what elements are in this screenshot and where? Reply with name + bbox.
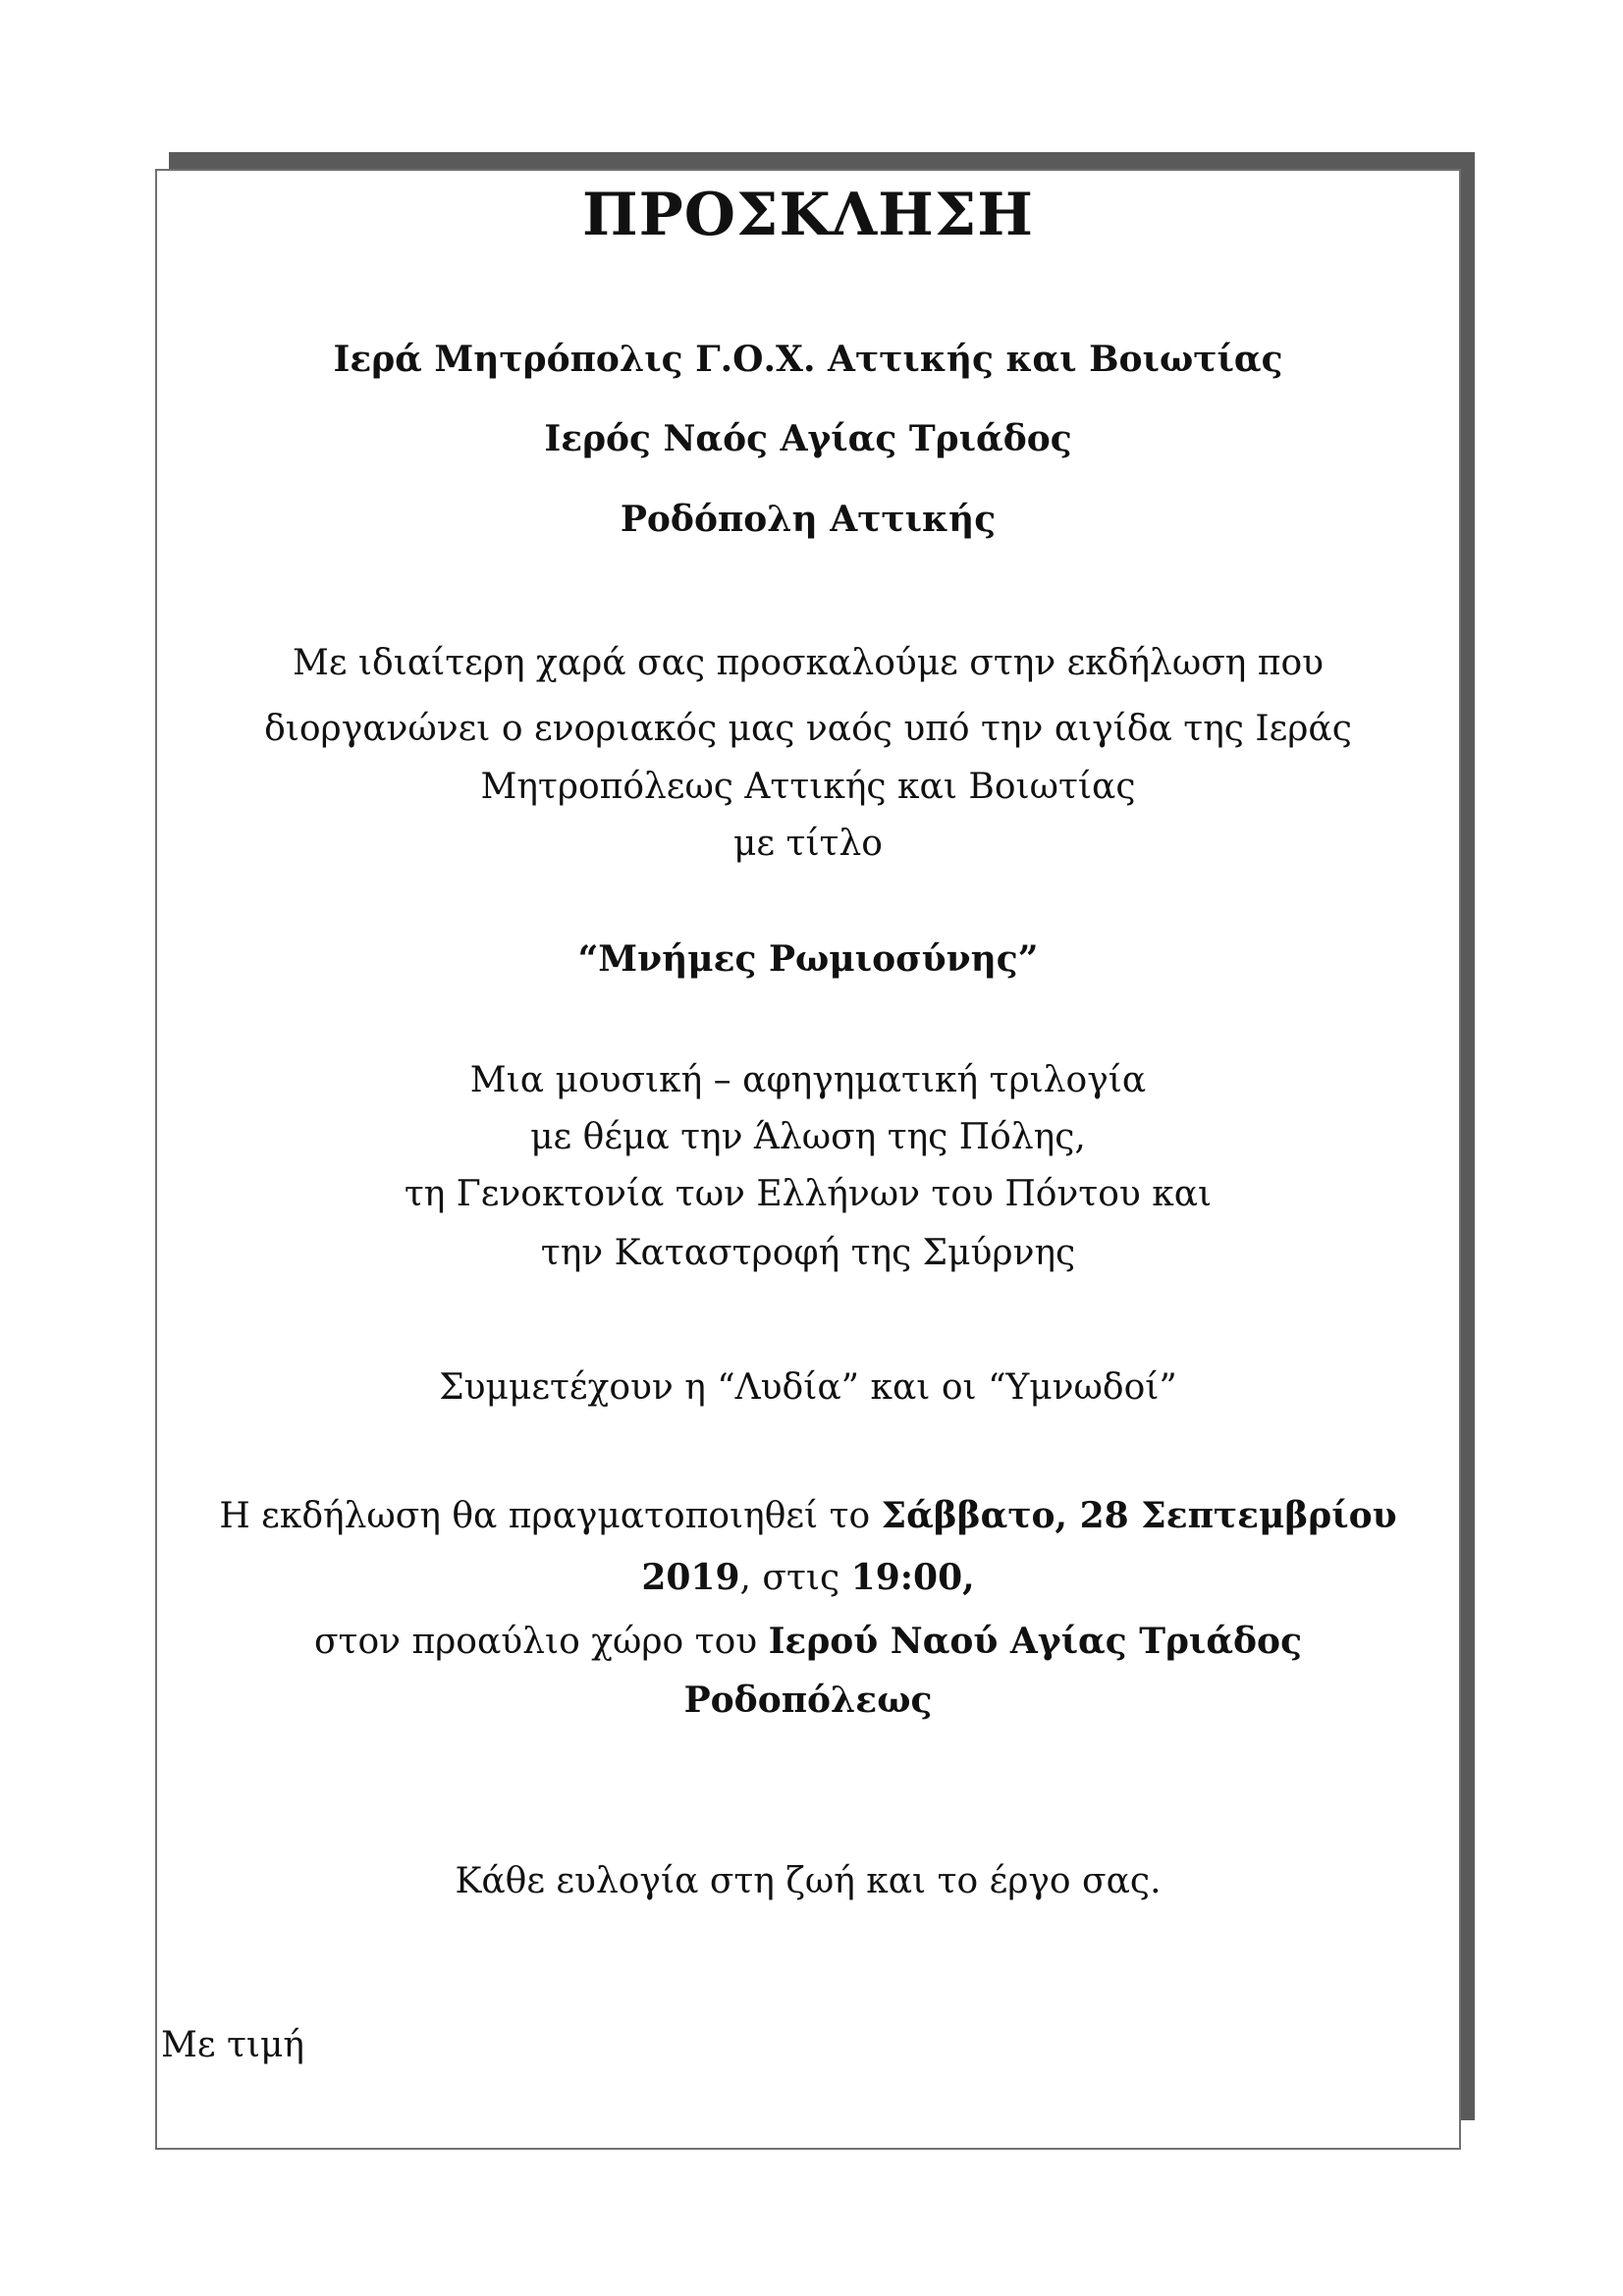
- signoff: Με τιμή: [161, 2025, 304, 2065]
- event-venue: Ιερού Ναού Αγίας Τριάδος: [768, 1621, 1302, 1662]
- description-line-4: την Καταστροφή της Σμύρνης: [540, 1233, 1076, 1273]
- description-line-3: τη Γενοκτονία των Ελλήνων του Πόντου και: [404, 1174, 1213, 1214]
- intro-line-1: Με ιδιαίτερη χαρά σας προσκαλούμε στην εκδήλωση που: [292, 643, 1325, 683]
- invitation-frame: [155, 169, 1461, 2150]
- description-line-1: Μια μουσική – αφηγηματική τριλογία: [469, 1060, 1147, 1100]
- intro-line-2: διοργανώνει ο ενοριακός μας ναός υπό την αιγίδα της Ιεράς: [264, 709, 1352, 749]
- details-line-1: [157, 1494, 1459, 1538]
- frame-shadow-right: [1461, 152, 1475, 2120]
- event-year: 2019: [641, 1557, 740, 1598]
- header-metropolis: Ιερά Μητρόπολις Γ.Ο.Χ. Αττικής και Βοιωτίας: [333, 339, 1283, 380]
- participants: Συμμετέχουν η “Λυδία” και οι “Υμνωδοί”: [439, 1367, 1177, 1408]
- description-line-2: με θέμα την Άλωση της Πόλης,: [530, 1117, 1086, 1157]
- venue-prefix: στον προαύλιο χώρο του: [313, 1622, 769, 1662]
- header-location: Ροδόπολη Αττικής: [620, 499, 997, 540]
- blessing: Κάθε ευλογία στη ζωή και το έργο σας.: [455, 1861, 1162, 1901]
- details-line-3: [157, 1620, 1459, 1664]
- header-church: Ιερός Ναός Αγίας Τριάδος: [544, 418, 1072, 459]
- details-line-2: [157, 1556, 1459, 1600]
- time-prefix: , στις: [739, 1558, 851, 1598]
- frame-shadow-top: [169, 152, 1475, 169]
- intro-line-3: Μητροπόλεως Αττικής και Βοιωτίας: [480, 767, 1136, 807]
- event-time: 19:00,: [850, 1557, 975, 1598]
- event-title: “Μνήμες Ρωμιοσύνης”: [577, 938, 1039, 980]
- venue-city: Ροδοπόλεως: [683, 1680, 933, 1721]
- intro-line-4: με τίτλο: [733, 824, 883, 864]
- event-date: Σάββατο, 28 Σεπτεμβρίου: [881, 1495, 1397, 1536]
- details-prefix: Η εκδήλωση θα πραγματοποιηθεί το: [219, 1496, 882, 1536]
- invitation-title: ΠΡΟΣΚΛΗΣΗ: [582, 181, 1034, 249]
